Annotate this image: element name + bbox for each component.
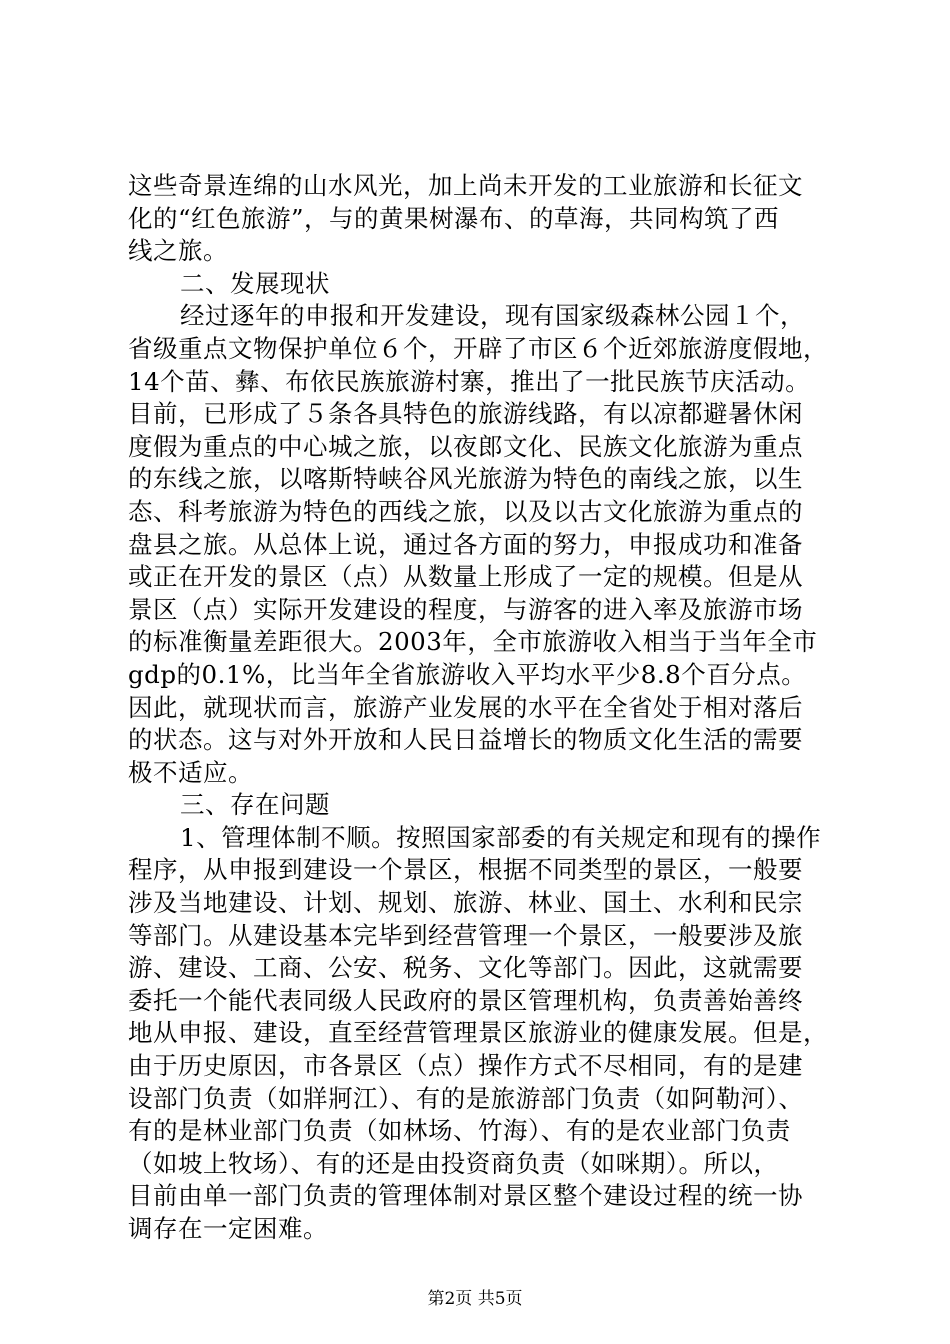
text-line: 化的“红色旅游”，与的黄果树瀑布、的草海，共同构筑了西 [128,203,780,233]
text-line: 这些奇景连绵的山水风光，加上尚未开发的工业旅游和长征文 [128,171,803,200]
text-line: 的标准衡量差距很大。2003年，全市旅游收入相当于当年全市 [128,627,818,657]
body-text [128,170,828,1246]
text-line: 的东线之旅，以喀斯特峡谷风光旅游为特色的南线之旅，以生 [128,464,803,494]
text-line: 由于历史原因，市各景区（点）操作方式不尽相同，有的是建 [128,1051,803,1081]
text-line: 态、科考旅游为特色的西线之旅，以及以古文化旅游为重点的 [128,496,803,526]
text-line: 二、发展现状 [180,268,330,298]
text-line: 1、管理体制不顺。按照国家部委的有关规定和现有的操作 [180,822,822,852]
text-line: 因此，就现状而言，旅游产业发展的水平在全省处于相对落后 [128,692,803,722]
text-line: 涉及当地建设、计划、规划、旅游、林业、国土、水利和民宗 [128,888,803,918]
text-line: 调存在一定困难。 [128,1214,328,1243]
text-line: 有的是林业部门负责（如林场、竹海）、有的是农业部门负责 [128,1116,791,1146]
text-line: 程序，从申报到建设一个景区，根据不同类型的景区，一般要 [128,855,803,885]
text-line: 等部门。从建设基本完毕到经营管理一个景区，一般要涉及旅 [128,920,803,950]
text-line: 设部门负责（如牂牁江）、有的是旅游部门负责（如阿勒河）、 [128,1083,804,1113]
text-line: 的状态。这与对外开放和人民日益增长的物质文化生活的需要 [128,725,803,755]
text-line: 极不适应。 [128,757,253,787]
text-line: 目前由单一部门负责的管理体制对景区整个建设过程的统一协 [128,1181,803,1211]
text-line: （如坡上牧场）、有的还是由投资商负责（如咪期）。所以， [128,1148,779,1178]
text-line: 盘县之旅。从总体上说，通过各方面的努力，申报成功和准备 [128,529,803,559]
text-line: 经过逐年的申报和开发建设，现有国家级森林公园１个， [180,301,805,331]
text-line: 游、建设、工商、公安、税务、文化等部门。因此，这就需要 [128,953,803,983]
text-line: 14个苗、彝、布依民族旅游村寨，推出了一批民族节庆活动。 [128,366,811,396]
text-line: 地从申报、建设，直至经营管理景区旅游业的健康发展。但是， [128,1018,828,1048]
text-line: 三、存在问题 [180,790,330,820]
text-line: 度假为重点的中心城之旅，以夜郎文化、民族文化旅游为重点 [128,431,803,461]
text-line: 景区（点）实际开发建设的程度，与游客的进入率及旅游市场 [128,594,803,624]
text-line: 或正在开发的景区（点）从数量上形成了一定的规模。但是从 [128,562,803,592]
text-line: 目前，已形成了５条各具特色的旅游线路，有以凉都避暑休闲 [128,399,803,429]
text-line: 线之旅。 [128,236,228,266]
text-line: 省级重点文物保护单位６个，开辟了市区６个近郊旅游度假地， [128,333,828,363]
text-line: 委托一个能代表同级人民政府的景区管理机构，负责善始善终 [128,985,803,1015]
text-line: gdp的0.1%，比当年全省旅游收入平均水平少8.8个百分点。 [128,659,807,689]
page-footer: 第2页 共5页 [427,1289,523,1309]
